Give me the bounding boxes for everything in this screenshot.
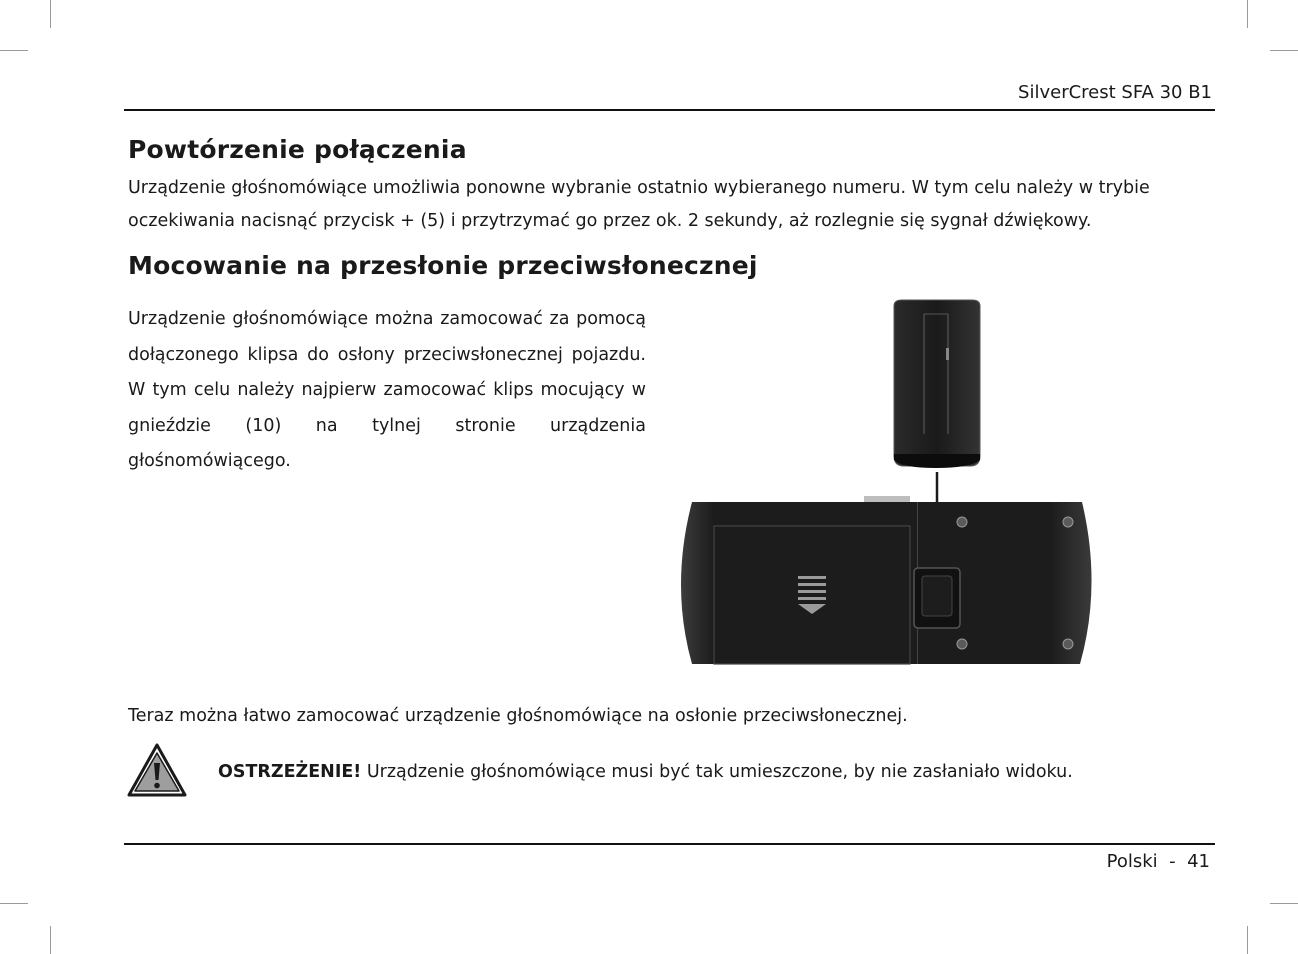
screw [1063, 639, 1073, 649]
document-header-title: SilverCrest SFA 30 B1 [1018, 82, 1212, 103]
clip-mounting-illustration [676, 296, 1100, 670]
crop-mark [50, 0, 51, 28]
screw [957, 639, 967, 649]
warning-triangle-icon [127, 742, 187, 798]
crop-mark [1270, 903, 1298, 904]
warning-label: OSTRZEŻENIE! [218, 762, 362, 782]
mounting-clip [894, 300, 980, 468]
footer-language: Polski [1106, 851, 1158, 872]
footer-separator: - [1169, 851, 1176, 872]
warning-text: Urządzenie głośnomówiące musi być tak umieszczone, by nie zasłaniało widoku. [361, 762, 1073, 782]
redial-paragraph: Urządzenie głośnomówiące umożliwia ponowne wybranie ostatnio wybieranego numeru. W tym celu należy w trybie oczekiwania nacisnąć przycisk + (5) i przytrzymać go przez ok. 2 sekundy, aż rozlegnie się sygnał dźwiękowy. [128, 178, 1150, 231]
warning-paragraph [218, 756, 1073, 789]
clip-socket-10 [914, 568, 960, 628]
speakerphone-back [681, 502, 1092, 664]
section-heading-redial: Powtórzenie połączenia [128, 135, 467, 164]
crop-mark [50, 926, 51, 954]
page-footer [1107, 851, 1210, 872]
crop-mark [1270, 50, 1298, 51]
crop-mark [0, 903, 28, 904]
header-rule [124, 109, 1215, 111]
crop-mark [0, 50, 28, 51]
footer-rule [124, 843, 1215, 845]
visor-mount-paragraph: Urządzenie głośnomówiące można zamocować za pomocą dołączonego klipsa do osłony przeciwsłonecznej pojazdu. W tym celu należy najpierw zamocować klips mocujący w gnieździe (10) na tylnej stronie urządzenia głośnomówiącego. [128, 309, 646, 471]
screw [1063, 517, 1073, 527]
section-heading-visor-mount: Mocowanie na przesłonie przeciwsłonecznej [128, 251, 758, 280]
crop-mark [1247, 0, 1248, 28]
screw [957, 517, 967, 527]
after-image-paragraph: Teraz można łatwo zamocować urządzenie głośnomówiące na osłonie przeciwsłonecznej. [128, 706, 908, 726]
crop-mark [1247, 926, 1248, 954]
page-number: 41 [1187, 851, 1210, 872]
